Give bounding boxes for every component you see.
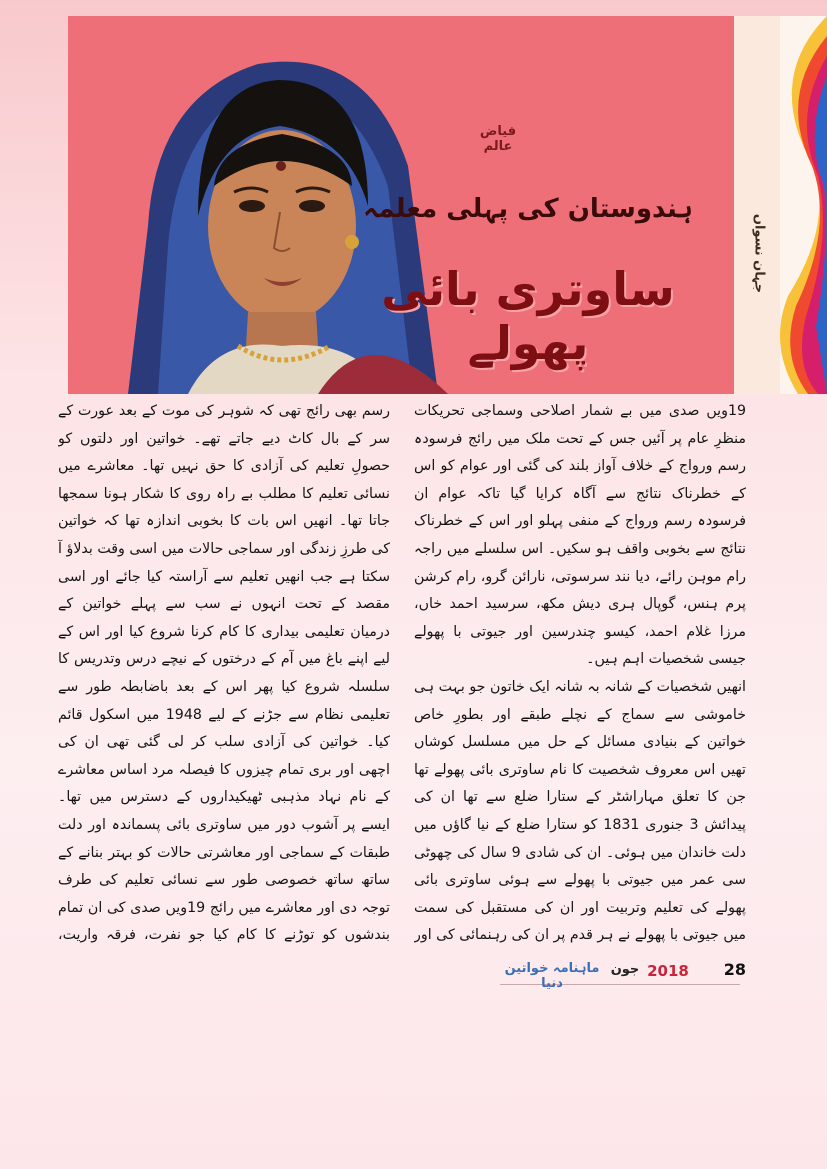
decorative-swirl-art: [768, 16, 827, 394]
section-label: جہان نسواں: [751, 213, 767, 294]
page-number: 28: [723, 960, 746, 979]
article-column-left: [58, 398, 390, 950]
page-footer: [0, 954, 827, 994]
section-side-strip: [734, 16, 827, 394]
article-body: [58, 398, 748, 950]
article-column-right: [414, 398, 746, 950]
issue-month: جون: [610, 962, 640, 977]
paragraph: انھیں شخصیات کے شانہ بہ شانہ ایک خاتون جو بہت ہی خاموشی سے سماج کے نچلے طبقے اور بطورِ خاص خواتین کے بنیادی مسائل کے حل میں مسلسل کوشاں تھیں اس معروف شخصیت کا نام ساوتری بائی پھولے تھا جن کا تعلق مہاراشٹر کے ستارا ضلع سے تھا ان کی پیدائش 3 جنوری 1831 کو ستارا ضلع کے نیا گاؤں میں دلت خاندان میں ہوئی۔ ان کی شادی 9 سال کی چھوٹی سی عمر میں جیوتی با پھولے سے ہوئی ساوتری بائی پھولے کی تعلیم وتربیت اور ان کی مستقبل کی سمت میں جیوتی با پھولے نے ہر قدم پر ان کی رہنمائی کی اور: [414, 678, 746, 944]
paragraph: 19ویں صدی میں بے شمار اصلاحی وسماجی تحریکات منظرِ عام پر آئیں جس کے تحت ملک میں رائج فرسودہ رسم ورواج کے خلاف آواز بلند کی گئی اور عوام کو اس کے خطرناک نتائج سے آگاہ کرایا گیا تاکہ عوام ان فرسودہ رسم ورواج کے منفی پہلو اور اس کے خطرناک نتائج سے بخوبی واقف ہو سکیں۔ اس سلسلے میں راجہ رام موہن رائے، دیا نند سرسوتی، نارائن گرو، رام کرشن پرم ہنس، گوپال ہری دیش مکھ، سرسید احمد خاں، مرزا غلام احمد، کیسو چندرسین اور جیوتی با پھولے جیسی شخصیات اہم ہیں۔: [414, 403, 746, 668]
author-name: فیاض عالم: [479, 124, 517, 154]
article-title: ساوتری بائی پھولے: [381, 262, 675, 370]
header-banner: [68, 16, 734, 394]
paragraph: رسم بھی رائج تھی کہ شوہر کی موت کے بعد عورت کے سر کے بال کاٹ دیے جاتے تھے۔ خواتین اور دلتوں کو حصولِ تعلیم کی آزادی کا حق نہیں تھا۔ معاشرے میں نسائی تعلیم کا مطلب بے راہ روی کا شکار ہونا سمجھا جاتا تھا۔ انھیں اس بات کا بخوبی اندازہ تھا کہ خواتین کی طرزِ زندگی اور سماجی حالات میں اسی وقت بدلاؤ آ سکتا ہے جب انھیں تعلیم سے آراستہ کیا جائے اور اسی مقصد کے تحت انہوں نے سب سے پہلے خواتین کے درمیان تعلیمی بیداری کا کام کرنا شروع کیا اور اس کے لیے اپنے باغ میں آم کے درختوں کے نیچے درس وتدریس کا سلسلہ شروع کیا پھر اس کے بعد باضابطہ طور سے تعلیمی نظام سے جڑنے کے لیے 1948 میں اسکول قائم کیا۔ خواتین کی آزادی سلب کر لی گئی تھی ان کی اچھی اور بری تمام چیزوں کا فیصلہ مرد اساس معاشرے کے نام نہاد مذہبی ٹھیکیداروں کے دسترس میں تھا۔ ایسے پر آشوب دور میں ساوتری بائی پسماندہ اور دلت طبقات کے سماجی اور معاشرتی حالات کو بہتر بنانے کے ساتھ ساتھ خصوصی طور سے نسائی تعلیم کی طرف توجہ دی اور معاشرے میں رائج 19ویں صدی کی ان تمام بندشوں کو توڑنے کا کام کیا جو نفرت، فرقہ واریت،: [58, 403, 390, 944]
issue-year: 2018: [647, 962, 689, 980]
magazine-name: ماہنامہ خواتین دنیا: [504, 961, 600, 991]
article-subtitle: ہندوستان کی پہلی معلمہ: [363, 194, 693, 224]
